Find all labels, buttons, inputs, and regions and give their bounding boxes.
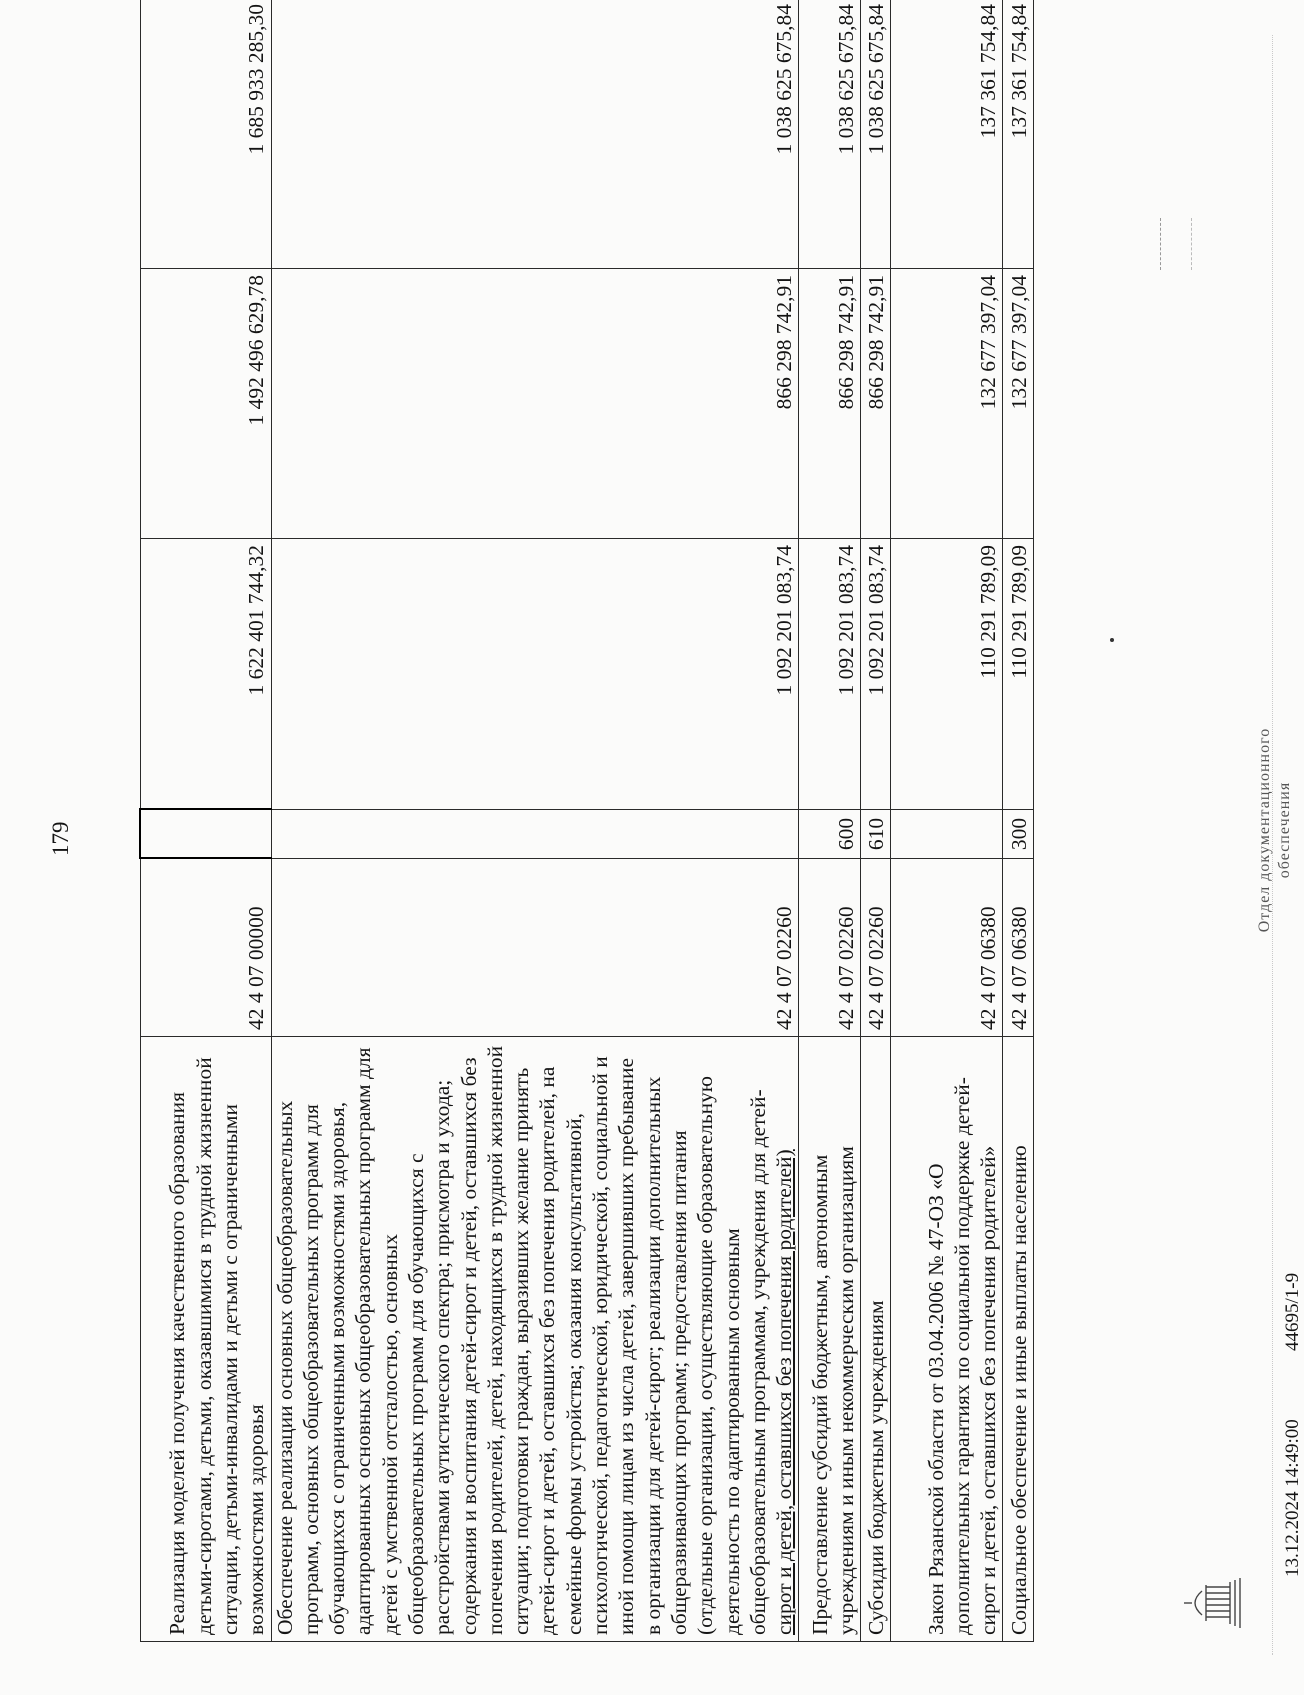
table-row xyxy=(140,0,271,1642)
row-expense-type xyxy=(271,810,799,859)
row-amount-3: 1 038 625 675,84 xyxy=(861,0,891,269)
row-amount-1: 1 092 201 083,74 xyxy=(861,539,891,810)
table-row xyxy=(861,0,891,1642)
row-target-code: 42 4 07 02260 xyxy=(799,859,861,1037)
row-amount-3: 1 038 625 675,84 xyxy=(271,0,799,269)
row-name-main: Обеспечение реализации основных общеобразовательных программ, основных общеобразовательных программ для обучающихся с ограниченными возможностями здоровья, адаптированных основных общеобразовательных программ для детей с умственной отсталостью, основных общеобразовательных программ для обучающихся с расстройствами аутистического спектра; присмотра и ухода; содержания и воспитания детей-сирот и детей, оставшихся без попечения родителей, детей, находящихся в трудной жизненной ситуации; подготовки граждан, выразивших желание принять детей-сирот и детей, оставшихся без попечения родителей, на семейные формы устройства; оказания консультативной, психологической, педагогической, юридической, социальной и иной помощи лицам из числа детей, завершивших пребывание в организации для детей-сирот; реализации дополнительных общеразвивающих программ; предоставления питания (отдельные организации, осуществляющие образовательную деятельность по адаптированным основным общеобразовательным программам, учреждения для детей- xyxy=(272,1045,770,1635)
row-amount-2: 866 298 742,91 xyxy=(799,269,861,539)
scan-artifact-line xyxy=(1272,35,1273,1655)
row-amount-1: 110 291 789,09 xyxy=(1003,539,1034,810)
row-expense-type: 600 xyxy=(799,810,861,859)
footer-doc-code: 44695/1-9 xyxy=(1282,1272,1303,1351)
row-name-underlined: сирот и детей, оставшихся без попечения родителей) xyxy=(772,1149,797,1635)
department-stamp-line-1: Отдел документационного xyxy=(1256,727,1273,933)
row-name: Социальное обеспечение и иные выплаты населению xyxy=(1003,1037,1034,1642)
row-expense-type: 610 xyxy=(861,810,891,859)
row-target-code: 42 4 07 02260 xyxy=(861,859,891,1037)
row-amount-3: 137 361 754,84 xyxy=(891,0,1003,269)
table-row xyxy=(271,0,799,1642)
row-expense-type xyxy=(140,810,271,859)
table-row xyxy=(1003,0,1034,1642)
row-name: Субсидии бюджетным учреждениям xyxy=(861,1037,891,1642)
page-number: 179 xyxy=(48,821,73,856)
table-row xyxy=(799,0,861,1642)
row-amount-3: 1 038 625 675,84 xyxy=(799,0,861,269)
department-stamp-line-2: обеспечения xyxy=(1276,781,1293,879)
row-amount-1: 1 092 201 083,74 xyxy=(799,539,861,810)
building-emblem-icon xyxy=(1180,1577,1242,1629)
dot-mark xyxy=(1110,638,1114,642)
footer-date: 13.12.2024 14:49:00 xyxy=(1282,1419,1303,1577)
row-amount-2: 132 677 397,04 xyxy=(1003,269,1034,539)
scan-artifact xyxy=(1160,218,1192,270)
row-name: Реализация моделей получения качественного образования детьми-сиротами, детьми, оказавшимися в трудной жизненной ситуации, детьми-инвалидами и детьми с ограниченными возможностями здоровья xyxy=(140,1037,271,1642)
row-target-code: 42 4 07 06380 xyxy=(1003,859,1034,1037)
row-expense-type: 300 xyxy=(1003,810,1034,859)
table-row xyxy=(891,0,1003,1642)
row-amount-1: 110 291 789,09 xyxy=(891,539,1003,810)
row-amount-2: 132 677 397,04 xyxy=(891,269,1003,539)
row-amount-1: 1 622 401 744,32 xyxy=(140,539,271,810)
row-amount-2: 866 298 742,91 xyxy=(861,269,891,539)
row-amount-1: 1 092 201 083,74 xyxy=(271,539,799,810)
row-amount-2: 1 492 496 629,78 xyxy=(140,269,271,539)
row-target-code: 42 4 07 00000 xyxy=(140,859,271,1037)
row-target-code: 42 4 07 02260 xyxy=(271,859,799,1037)
row-target-code: 42 4 07 06380 xyxy=(891,859,1003,1037)
budget-table xyxy=(139,0,1034,1642)
row-expense-type xyxy=(891,810,1003,859)
row-name: Закон Рязанской области от 03.04.2006 № 47-ОЗ «О дополнительных гарантиях по социальной поддержке детей-сирот и детей, оставшихся без попечения родителей» xyxy=(891,1037,1003,1642)
row-amount-3: 1 685 933 285,30 xyxy=(140,0,271,269)
department-stamp xyxy=(1255,700,1295,960)
row-amount-3: 137 361 754,84 xyxy=(1003,0,1034,269)
row-name xyxy=(271,1037,799,1642)
row-name: Предоставление субсидий бюджетным, автономным учреждениям и иным некоммерческим организациям xyxy=(799,1037,861,1642)
row-amount-2: 866 298 742,91 xyxy=(271,269,799,539)
